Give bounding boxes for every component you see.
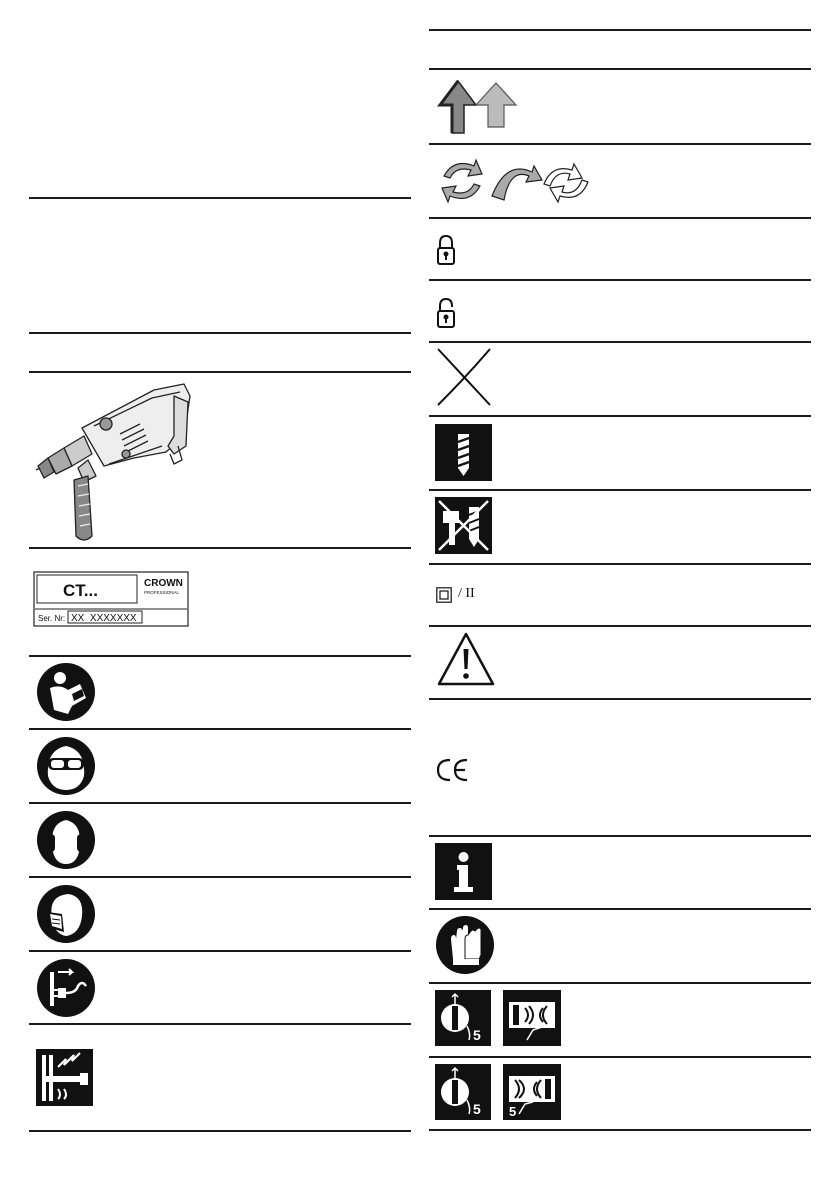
- divider: [429, 217, 811, 219]
- forbidden-cross-icon: [436, 347, 492, 407]
- wear-goggles-icon: [36, 736, 96, 796]
- gauge-number: 5: [473, 1101, 481, 1117]
- brand-subtitle: PROFESSIONAL: [144, 590, 180, 595]
- divider: [429, 68, 811, 70]
- divider: [29, 802, 411, 804]
- class-ii-label: / II: [458, 586, 475, 601]
- divider: [429, 415, 811, 417]
- divider: [429, 563, 811, 565]
- ear-protection-icon: [36, 810, 96, 870]
- divider: [429, 341, 811, 343]
- wall-detector-icon: [435, 990, 491, 1046]
- divider: [429, 143, 811, 145]
- divider: [429, 279, 811, 281]
- divider: [29, 1023, 411, 1025]
- class-ii-mark: [436, 586, 506, 604]
- dust-mask-icon: [36, 884, 96, 944]
- locked-icon: [436, 234, 456, 266]
- divider: [29, 655, 411, 657]
- divider: [429, 835, 811, 837]
- unplug-icon: [36, 958, 96, 1018]
- brand-logo: CROWN: [144, 578, 183, 589]
- wall-detector-icon: [435, 1064, 491, 1120]
- divider: [29, 197, 411, 199]
- unlocked-icon: [436, 297, 456, 329]
- divider: [429, 908, 811, 910]
- serial-value: XX XXXXXXX: [71, 613, 137, 624]
- hidden-wiring-warning-icon: [36, 1049, 93, 1106]
- gauge-number: 5: [509, 1104, 517, 1119]
- rotation-icon: [436, 156, 592, 206]
- divider: [429, 489, 811, 491]
- divider: [29, 371, 411, 373]
- model-label: CT...: [63, 581, 98, 600]
- power-drill-icon: [34, 376, 192, 544]
- wear-gloves-icon: [435, 915, 495, 975]
- divider: [429, 982, 811, 984]
- divider: [29, 950, 411, 952]
- warning-triangle-icon: [436, 631, 496, 687]
- divider: [429, 29, 811, 31]
- rating-plate: [33, 571, 189, 627]
- divider: [429, 625, 811, 627]
- read-manual-icon: [36, 662, 96, 722]
- wall-detector-icon: [503, 990, 561, 1046]
- divider: [429, 698, 811, 700]
- hammer-mode-off-icon: [435, 497, 492, 554]
- divider: [429, 1129, 811, 1131]
- divider: [29, 728, 411, 730]
- divider: [29, 547, 411, 549]
- divider: [429, 1056, 811, 1058]
- drill-mode-icon: [435, 424, 492, 481]
- divider: [29, 1130, 411, 1132]
- serial-label: Ser. Nr:: [38, 614, 66, 623]
- ce-mark: [436, 758, 470, 782]
- info-icon: [435, 843, 492, 900]
- divider: [29, 876, 411, 878]
- gauge-number: 5: [473, 1027, 481, 1043]
- direction-arrows-icon: [436, 79, 520, 135]
- divider: [29, 332, 411, 334]
- wall-detector-icon: [503, 1064, 561, 1120]
